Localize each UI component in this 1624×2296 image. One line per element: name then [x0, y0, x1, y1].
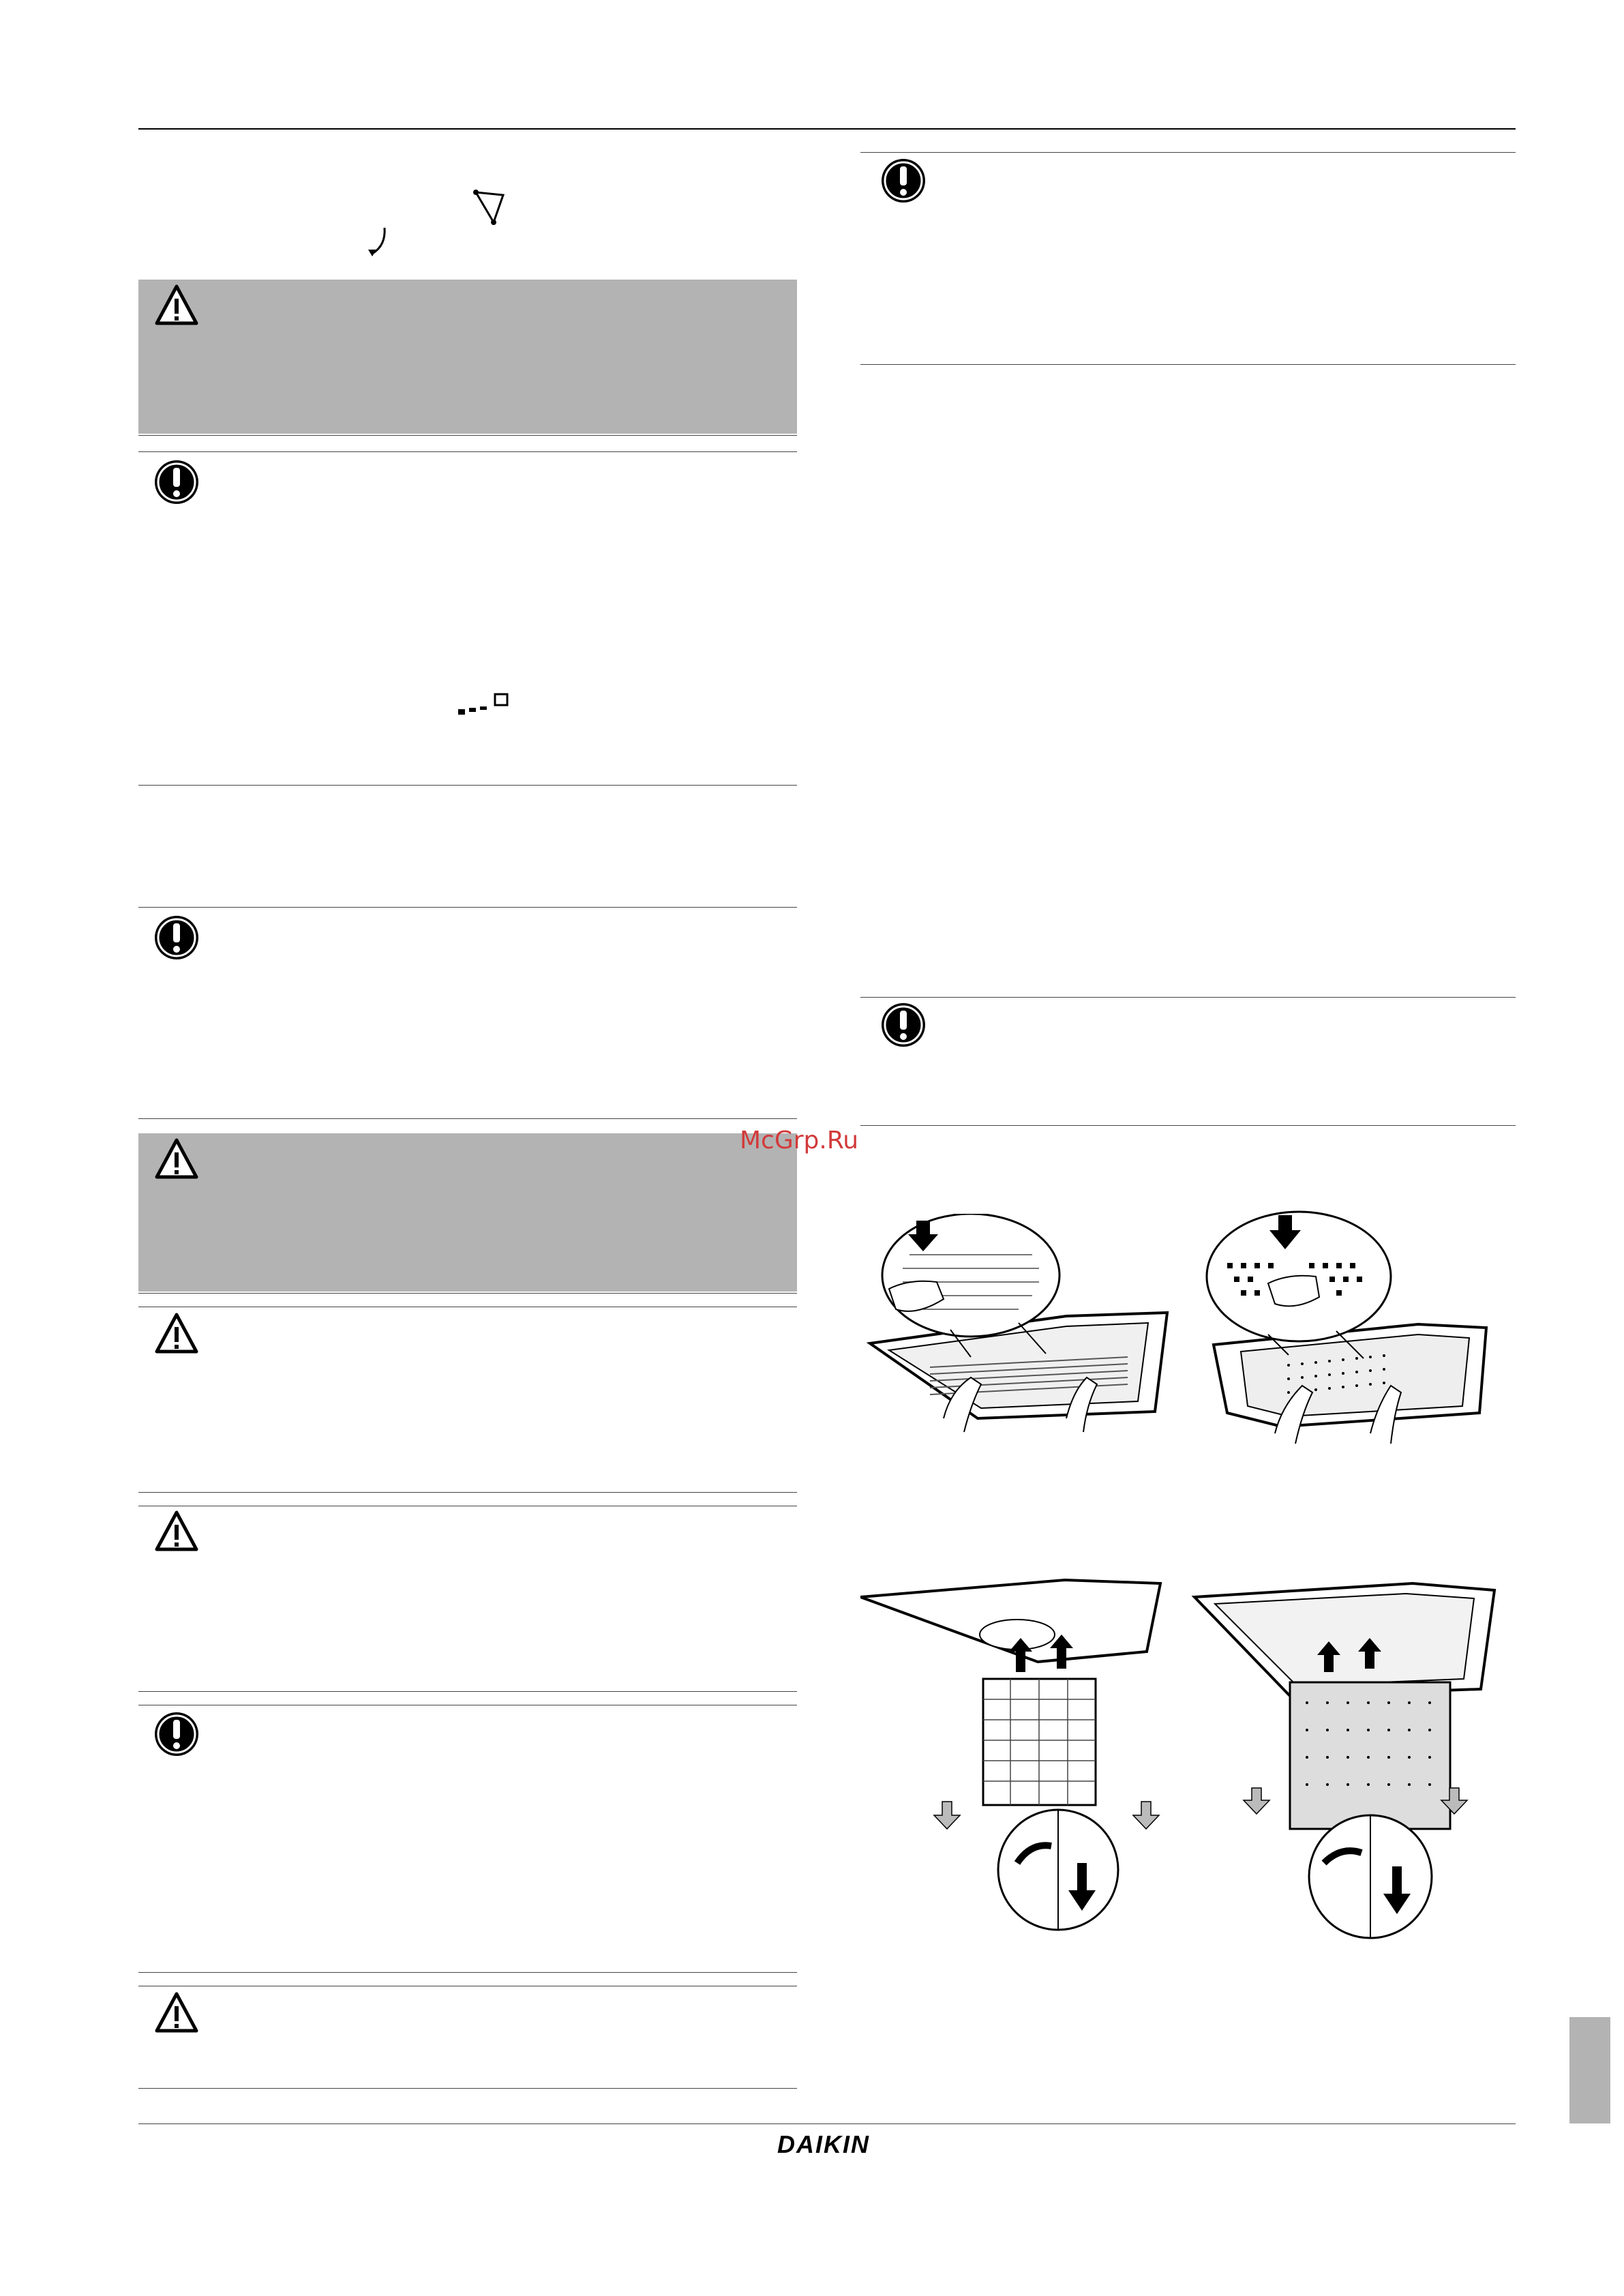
rule: [860, 364, 1516, 365]
rule: [138, 1118, 797, 1119]
rule: [860, 1125, 1516, 1126]
rule: [138, 435, 797, 436]
exclamation-circle-icon: [153, 1710, 200, 1758]
dashed-signal-icon: [457, 690, 518, 717]
warning-triangle-icon: [154, 1312, 199, 1354]
rule: [138, 785, 797, 786]
watermark: McGrp.Ru: [740, 1127, 859, 1154]
warning-box-1: [138, 280, 797, 434]
figure-press-grille-standard: [862, 1214, 1175, 1446]
rule: [138, 2088, 797, 2089]
warning-box-2: [138, 1133, 797, 1292]
daikin-logo: DAIKIN: [777, 2130, 870, 2158]
exclamation-circle-icon: [153, 914, 200, 961]
section-tab: [1569, 2017, 1610, 2123]
rule: [138, 1293, 797, 1294]
figure-remove-filter-design: [1188, 1542, 1508, 1945]
warning-triangle-icon: [154, 1137, 199, 1180]
rule: [138, 1972, 797, 1973]
figure-press-grille-design: [1200, 1208, 1500, 1461]
rule: [860, 152, 1516, 153]
opening-angle-icon: [470, 187, 509, 229]
header-rule: [138, 128, 1516, 130]
curved-arrow-icon: [365, 225, 390, 259]
figure-remove-filter-standard: [860, 1542, 1167, 1938]
rule: [138, 907, 797, 908]
exclamation-circle-icon: [879, 1001, 927, 1049]
warning-triangle-icon: [154, 284, 199, 326]
exclamation-circle-icon: [153, 458, 200, 506]
rule: [860, 997, 1516, 998]
rule: [138, 1492, 797, 1493]
warning-triangle-icon: [154, 1991, 199, 2033]
warning-triangle-icon: [154, 1510, 199, 1552]
rule: [138, 451, 797, 452]
footer-rule: [138, 2123, 1516, 2124]
exclamation-circle-icon: [879, 157, 927, 205]
rule: [138, 1691, 797, 1692]
